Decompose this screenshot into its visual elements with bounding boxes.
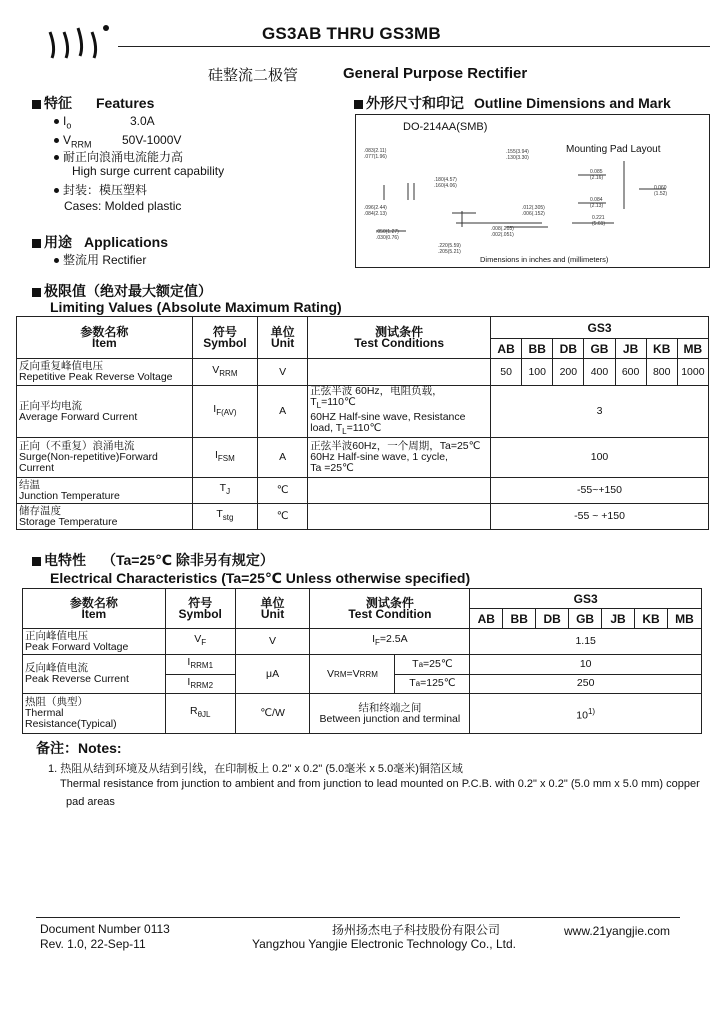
electrical-header-row-1 xyxy=(23,589,702,609)
dim-3: .180(4.57) .160(4.06) xyxy=(434,177,457,189)
company-name-en: Yangzhou Yangjie Electronic Technology Co., Ltd. xyxy=(252,937,516,951)
ec-col-symbol: 符号 Symbol xyxy=(165,589,235,629)
pad-dim-3: 0.084 (2.13) xyxy=(590,197,604,209)
row-rth xyxy=(23,694,702,734)
package-label: DO-214AA(SMB) xyxy=(403,121,488,133)
item-ir: 反向峰值电流 Peak Reverse Current xyxy=(23,655,166,694)
dim-1: .083(2.11) .077(1.96) xyxy=(364,148,387,160)
note-en-2: pad areas xyxy=(66,796,115,808)
cond-ifsm: 正弦半波60Hz，一个周期，Ta=25℃ 60Hz Half-sine wave, 1 cycle, Ta =25℃ xyxy=(308,438,491,478)
item-tj: 结温 Junction Temperature xyxy=(17,478,193,504)
value-tstg: -55 ~ +150 xyxy=(491,504,709,530)
cond-ir-ta25: T a =25℃ xyxy=(395,655,469,675)
company-logo xyxy=(40,18,114,62)
col-conditions: 测试条件 Test Conditions xyxy=(308,317,491,359)
revision: Rev. 1.0, 22-Sep-11 xyxy=(40,937,146,951)
cond-rth: 结和终端之间 Between junction and terminal xyxy=(310,694,470,734)
limiting-header-row-1 xyxy=(17,317,709,339)
variant-mb: MB xyxy=(677,339,708,359)
dim-7: .008(.203) .002(.051) xyxy=(491,226,514,238)
ec-col-group-gs3: GS3 xyxy=(470,589,702,609)
symbol-vrrm: $V_{RRM}$ xyxy=(192,359,257,386)
unit-rth: ℃/W xyxy=(235,694,310,734)
feature-vrrm: $V_{RRM}$ 50V-1000V xyxy=(54,133,274,149)
application-item: 整流用 Rectifier xyxy=(54,251,146,268)
dim-4: .012(.305) .006(.152) xyxy=(522,205,545,217)
item-rth: 热阻（典型） Thermal Resistance(Typical) xyxy=(23,694,166,734)
value-ifsm: 100 xyxy=(491,438,709,478)
symbol-ir2: $I_{RRM2}$ xyxy=(165,674,235,694)
item-ifav: 正向平均电流 Average Forward Current xyxy=(17,386,193,438)
row-ifav xyxy=(17,386,709,438)
value-tj: -55~+150 xyxy=(491,478,709,504)
feature-surge-en: High surge current capability xyxy=(72,164,225,178)
feature-case-en: Cases: Molded plastic xyxy=(64,199,182,213)
pad-dim-2: 0.060 (1.52) xyxy=(654,185,668,197)
subtitle-cn: 硅整流二极管 xyxy=(208,67,299,84)
ec-variant-gb: GB xyxy=(569,609,602,629)
unit-ifav: A xyxy=(258,386,308,438)
dim-6: .050(1.27) .030(0.76) xyxy=(376,229,399,241)
cond-ifav: 正弦半波 60Hz，电阻负载， $T_L=110℃$ 60HZ Half-sine wave, Resistance load, $T_L=110℃$ xyxy=(308,386,491,438)
item-ifsm: 正向（不重复）浪涌电流 Surge(Non-repetitive)Forward Current xyxy=(17,438,193,478)
ec-col-unit: 单位 Unit xyxy=(235,589,310,629)
unit-ir: μA xyxy=(235,655,310,694)
ec-col-item: 参数名称 Item xyxy=(23,589,166,629)
symbol-vf: $V_F$ xyxy=(165,629,235,655)
limiting-values-table xyxy=(16,316,709,530)
ec-variant-db: DB xyxy=(536,609,569,629)
variant-db: DB xyxy=(553,339,584,359)
features-heading: 特征 Features xyxy=(32,93,154,113)
symbol-tstg: $T_{stg}$ xyxy=(192,504,257,530)
cond-tj xyxy=(308,478,491,504)
col-item: 参数名称 Item xyxy=(17,317,193,359)
item-vf: 正向峰值电压 Peak Forward Voltage xyxy=(23,629,166,655)
value-vrrm-mb: 1000 xyxy=(677,359,708,386)
feature-surge-cn: 耐正向浪涌电流能力高 xyxy=(54,148,183,165)
symbol-ifav: $I_{F(AV)}$ xyxy=(192,386,257,438)
subtitle-en: General Purpose Rectifier xyxy=(343,65,528,82)
col-symbol: 符号 Symbol xyxy=(192,317,257,359)
unit-vrrm: V xyxy=(258,359,308,386)
row-tj xyxy=(17,478,709,504)
dim-2: .155(3.94) .130(3.30) xyxy=(506,149,529,161)
document-title: GS3AB THRU GS3MB xyxy=(262,24,441,43)
feature-io: $I_o$ 3.0A xyxy=(54,114,274,130)
limiting-heading-cn: 极限值（绝对最大额定值） xyxy=(32,281,212,301)
symbol-tj: $T_J$ xyxy=(192,478,257,504)
value-ir-125: 250 xyxy=(470,674,702,694)
applications-heading: 用途 Applications xyxy=(32,232,168,252)
item-tstg: 储存温度 Storage Temperature xyxy=(17,504,193,530)
company-name-cn: 扬州扬杰电子科技股份有限公司 xyxy=(332,923,501,937)
value-vrrm-kb: 800 xyxy=(646,359,677,386)
cond-ir xyxy=(310,655,470,694)
ec-variant-kb: KB xyxy=(635,609,668,629)
item-vrrm: 反向重复峰值电压 Repetitive Peak Reverse Voltage xyxy=(17,359,193,386)
col-group-gs3: GS3 xyxy=(491,317,709,339)
variant-kb: KB xyxy=(646,339,677,359)
dims-note: Dimensions in inches and (millimeters) xyxy=(480,255,609,264)
feature-case-cn: 封装：模压塑料 xyxy=(54,181,147,198)
symbol-ir1: $I_{RRM1}$ xyxy=(165,655,235,675)
row-vf xyxy=(23,629,702,655)
notes-heading: 备注：Notes: xyxy=(36,740,122,756)
outline-drawing-box xyxy=(355,114,710,268)
outline-heading: 外形尺寸和印记 Outline Dimensions and Mark xyxy=(354,93,671,113)
electrical-heading-cn: 电特性 （Ta=25℃ 除非另有规定） xyxy=(32,550,274,570)
pad-dim-4: 0.221 (5.61) xyxy=(592,215,606,227)
mounting-pad-label: Mounting Pad Layout xyxy=(566,144,661,155)
variant-gb: GB xyxy=(584,339,615,359)
header-rule xyxy=(118,46,710,47)
value-vrrm-ab: 50 xyxy=(491,359,522,386)
value-vf: 1.15 xyxy=(470,629,702,655)
electrical-table xyxy=(22,588,702,734)
value-rth: 10$^{1)}$ xyxy=(470,694,702,734)
row-ifsm xyxy=(17,438,709,478)
website-link[interactable]: www.21yangjie.com xyxy=(564,924,671,938)
note-cn: 1. 热阻从结到环境及从结到引线，在印制板上 0.2" x 0.2" (5.0毫米 x 5.0毫米)铜箔区域 xyxy=(48,763,463,775)
electrical-heading-en: Electrical Characteristics (Ta=25℃ Unless otherwise specified) xyxy=(50,570,471,586)
variant-ab: AB xyxy=(491,339,522,359)
row-ir-25 xyxy=(23,655,702,675)
value-vrrm-gb: 400 xyxy=(584,359,615,386)
ec-variant-ab: AB xyxy=(470,609,503,629)
dim-8: .220(5.59) .205(5.21) xyxy=(438,243,461,255)
unit-ifsm: A xyxy=(258,438,308,478)
cond-ir-ta125: T a =125℃ xyxy=(409,677,456,690)
ec-col-condition: 测试条件 Test Condition xyxy=(310,589,470,629)
document-number: Document Number 0113 xyxy=(40,922,170,936)
cond-tstg xyxy=(308,504,491,530)
unit-vf: V xyxy=(235,629,310,655)
value-ifav: 3 xyxy=(491,386,709,438)
value-vrrm-db: 200 xyxy=(553,359,584,386)
footer-rule xyxy=(36,917,680,918)
row-tstg xyxy=(17,504,709,530)
pad-dim-1: 0.085 (2.16) xyxy=(590,169,604,181)
variant-jb: JB xyxy=(615,339,646,359)
cond-ir-voltage: V RM =V RRM xyxy=(310,655,395,693)
ec-variant-bb: BB xyxy=(503,609,536,629)
note-en-1: Thermal resistance from junction to ambient and from junction to lead mounted on P.C.B. with 0.2" x 0.2" (5.0 mm x 5.0 mm) copper xyxy=(60,778,700,790)
value-vrrm-bb: 100 xyxy=(522,359,553,386)
ec-variant-jb: JB xyxy=(602,609,635,629)
symbol-ifsm: $I_{FSM}$ xyxy=(192,438,257,478)
symbol-rth: $R_{\theta JL}$ xyxy=(165,694,235,734)
cond-vf: $I_F=2.5A$ xyxy=(310,629,470,655)
unit-tstg: ℃ xyxy=(258,504,308,530)
row-vrrm xyxy=(17,359,709,386)
value-vrrm-jb: 600 xyxy=(615,359,646,386)
value-ir-25: 10 xyxy=(470,655,702,675)
variant-bb: BB xyxy=(522,339,553,359)
unit-tj: ℃ xyxy=(258,478,308,504)
col-unit: 单位 Unit xyxy=(258,317,308,359)
cond-vrrm xyxy=(308,359,491,386)
dim-5: .096(2.44) .084(2.13) xyxy=(364,205,387,217)
ec-variant-mb: MB xyxy=(667,609,701,629)
limiting-heading-en: Limiting Values (Absolute Maximum Rating) xyxy=(50,299,342,315)
